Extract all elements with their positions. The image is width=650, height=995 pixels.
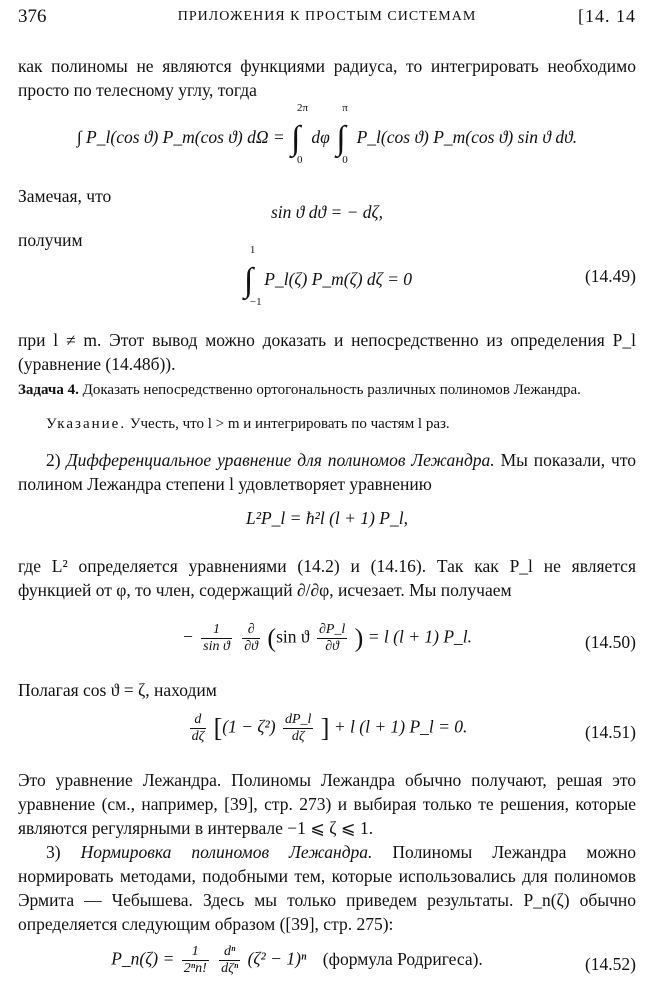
- text-setting: Полагая cos ϑ = ζ, находим: [18, 680, 217, 700]
- rodrigues-note: (формула Родригеса).: [322, 948, 483, 969]
- equation-orthogonality-solid-angle: ∫ P_l(cos ϑ) P_m(cos ϑ) dΩ = ∫ 2π 0 dφ ∫ π 0 P_l(cos ϑ) P_m(cos ϑ) sin ϑ dϑ.: [76, 102, 578, 166]
- equation-number: (14.51): [584, 722, 636, 742]
- text-obtain: получим: [18, 230, 83, 250]
- fraction-3: $\frac{\partial P\_l}{\partial ϑ}$: [318, 622, 346, 654]
- equation-14-49: [18, 244, 636, 308]
- equation-14-50: − $\frac{1}{\text{sin ϑ}}$ $\frac{\partial}{\partial ϑ}$ (sin ϑ $\frac{\partial P\_l}{\partial ϑ}$ ) = l (l + 1) P_l. (14.50): [181, 622, 636, 654]
- section-3: 3) Нормировка полиномов Лежандра. Полиномы Лежандра можно нормировать методами, подобными тем, которые использовались для полиномов Эрмита — Чебышева. Здесь мы только приведем результаты. P_n(ζ) обычно определяется следующим образом ([39], стр. 275):: [18, 842, 636, 934]
- text-noting: Замечая, что: [18, 186, 112, 206]
- task-hint: [18, 414, 636, 434]
- running-title: ПРИЛОЖЕНИЯ К ПРОСТЫМ СИСТЕМАМ: [177, 9, 477, 24]
- equation-L2: L²P_l = ħ²l (l + 1) P_l,: [246, 508, 408, 528]
- equation-number: (14.50): [584, 632, 636, 652]
- equation-rhs: P_l(cos ϑ) P_m(cos ϑ) sin ϑ dϑ.: [356, 127, 578, 148]
- page-number: 376: [18, 6, 47, 27]
- page-header: [18, 6, 636, 30]
- fraction-2: $\frac{dP\_l}{d\zeta}$: [284, 712, 312, 744]
- equation-lhs: ∫ P_l(cos ϑ) P_m(cos ϑ) dΩ =: [76, 127, 285, 148]
- integral-zeta: ∫ 1 −1: [243, 244, 262, 308]
- hint-text: Учесть, что l > m и интегрировать по частям l раз.: [129, 416, 450, 432]
- paragraph-1: как полиномы не являются функциями радиуса, то интегрировать необходимо просто по телесному углу, тогда: [18, 56, 636, 100]
- fraction-2: $\frac{\text{dⁿ}}{\text{dζⁿ}}$: [221, 944, 239, 976]
- fraction-1: $\frac{d}{d\zeta}$: [191, 712, 205, 744]
- fraction-1: $\frac{1}{\text{sin ϑ}}$: [203, 622, 230, 654]
- integral-theta: ∫ π 0: [336, 102, 348, 166]
- section-3-title: Нормировка полиномов Лежандра.: [80, 842, 373, 862]
- task-4: [18, 380, 636, 400]
- task-text: Доказать непосредственно ортогональность различных полиномов Лежандра.: [82, 382, 581, 398]
- equation-14-51: $\frac{d}{d\zeta}$ [(1 − ζ²) $\frac{dP\_l}{d\zeta}$ ] + l (l + 1) P_l = 0. (14.51): [191, 712, 636, 744]
- fraction-2: $\frac{\partial}{\partial ϑ}$: [244, 622, 259, 654]
- section-number: [14. 14: [578, 6, 636, 26]
- equation-substitution: sin ϑ dϑ = − dζ,: [270, 202, 384, 222]
- section-2: 2) Дифференциальное уравнение для полиномов Лежандра. Мы показали, что полином Лежандра степени l удовлетворяет уравнению: [18, 450, 637, 494]
- paragraph-4: Это уравнение Лежандра. Полиномы Лежандра обычно получают, решая это уравнение (см., например, [39], стр. 273) и выбирая только те решения, которые являются регулярными в интервале −1 ⩽ ζ ⩽ 1.: [18, 770, 636, 838]
- task-label: Задача 4.: [18, 382, 79, 398]
- equation-rhs: + l (l + 1) P_l = 0.: [333, 716, 468, 737]
- paragraph-3: где L² определяется уравнениями (14.2) и (14.16). Так как P_l не является функцией от φ, то член, содержащий ∂/∂φ, исчезает. Мы получаем: [18, 556, 636, 600]
- equation-14-52: P_n(ζ) = $\frac{1}{\text{2ⁿn!}}$ $\frac{\text{dⁿ}}{\text{dζⁿ}}$ (ζ² − 1)ⁿ (формула Родригеса). (14.52): [111, 944, 636, 976]
- equation-body: P_l(ζ) P_m(ζ) dζ = 0: [264, 269, 413, 290]
- paragraph-2: при l ≠ m. Этот вывод можно доказать и непосредственно из определения P_l (уравнение (14.48б)).: [18, 330, 636, 374]
- equation-number: (14.49): [584, 266, 636, 286]
- fraction-1: $\frac{1}{\text{2ⁿn!}}$: [183, 944, 207, 976]
- hint-label: Указание.: [46, 416, 127, 432]
- integral-phi: ∫ 2π 0: [291, 102, 309, 166]
- equation-rhs: = l (l + 1) P_l.: [367, 626, 473, 647]
- section-2-title: Дифференциальное уравнение для полиномов Лежандра.: [66, 450, 495, 470]
- equation-number: (14.52): [584, 954, 636, 974]
